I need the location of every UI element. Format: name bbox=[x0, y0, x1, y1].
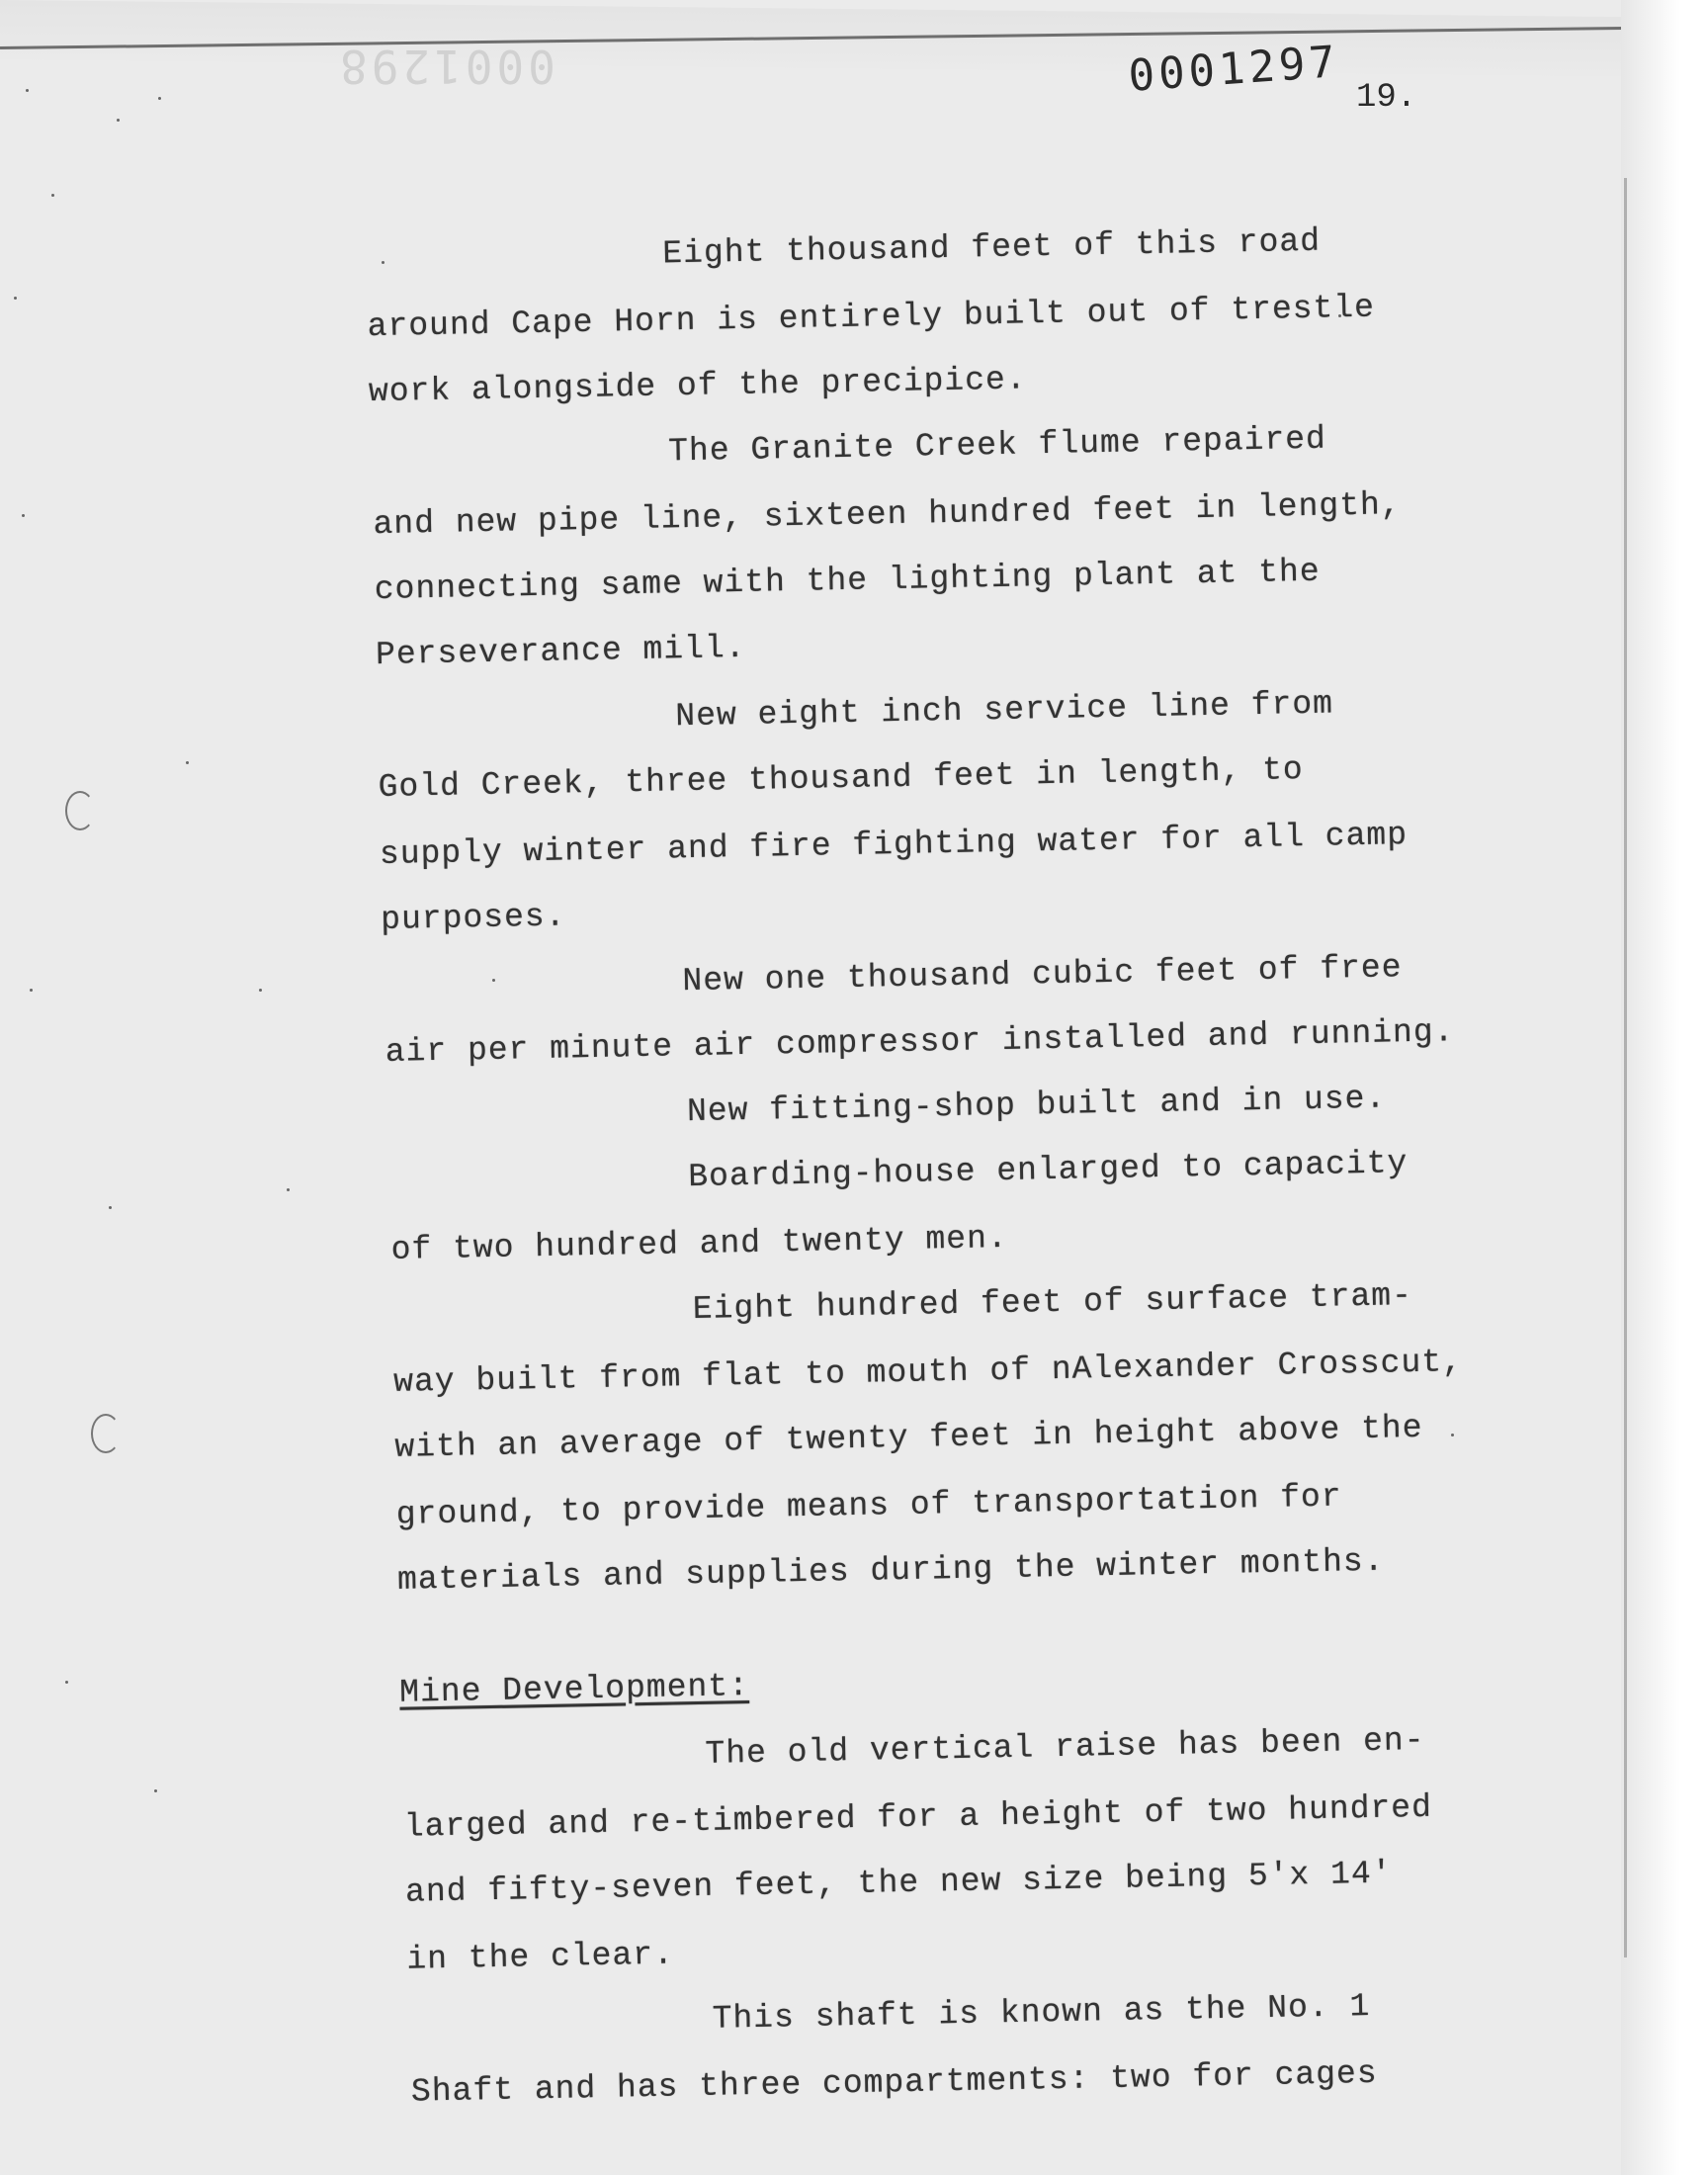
text-line: and new pipe line, sixteen hundred feet in length, bbox=[373, 486, 1402, 544]
text-line: larged and re-timbered for a height of two hundred bbox=[403, 1788, 1433, 1846]
text-line: air per minute air compressor installed and running. bbox=[384, 1013, 1455, 1071]
text-line: The old vertical raise has been en- bbox=[705, 1721, 1425, 1773]
text-line: Eight thousand feet of this road bbox=[662, 222, 1322, 273]
document-number-stamp: 0001297 bbox=[1127, 37, 1341, 102]
page-number: 19. bbox=[1356, 79, 1417, 117]
ghost-document-number: 0001298 bbox=[336, 40, 555, 93]
text-line: connecting same with the lighting plant at the bbox=[374, 553, 1321, 609]
text-line: ground, to provide means of transportation for bbox=[395, 1478, 1342, 1533]
text-line: supply winter and fire fighting water for all camp bbox=[379, 817, 1409, 874]
text-line: of two hundred and twenty men. bbox=[390, 1219, 1009, 1268]
text-line: Boarding-house enlarged to capacity bbox=[687, 1145, 1409, 1196]
text-line: around Cape Horn is entirely built out of trestle bbox=[367, 289, 1376, 346]
text-line: with an average of twenty feet in height above the bbox=[394, 1409, 1423, 1466]
text-line: materials and supplies during the winter months. bbox=[396, 1542, 1385, 1599]
text-line: The Granite Creek flume repaired bbox=[667, 420, 1327, 471]
text-line: New eight inch service line from bbox=[675, 685, 1334, 736]
text-line: Eight hundred feet of surface tram- bbox=[692, 1277, 1413, 1329]
text-line: in the clear. bbox=[406, 1936, 675, 1978]
text-line: purposes. bbox=[380, 898, 566, 939]
text-line: New one thousand cubic feet of free bbox=[682, 949, 1403, 1000]
text-line: and fifty-seven feet, the new size being 5'x 14' bbox=[404, 1855, 1393, 1911]
text-line: Shaft and has three compartments: two for cages bbox=[410, 2054, 1378, 2111]
text-line: New fitting-shop built and in use. bbox=[686, 1080, 1387, 1131]
text-line: Perseverance mill. bbox=[375, 629, 746, 674]
text-line: Gold Creek, three thousand feet in length, to bbox=[378, 751, 1305, 807]
text-line: This shaft is known as the No. 1 bbox=[712, 1988, 1371, 2038]
text-line: work alongside of the precipice. bbox=[368, 361, 1027, 411]
section-heading: Mine Development: bbox=[398, 1668, 750, 1711]
text-line: way built from flat to mouth of nAlexander Crosscut, bbox=[392, 1344, 1464, 1401]
